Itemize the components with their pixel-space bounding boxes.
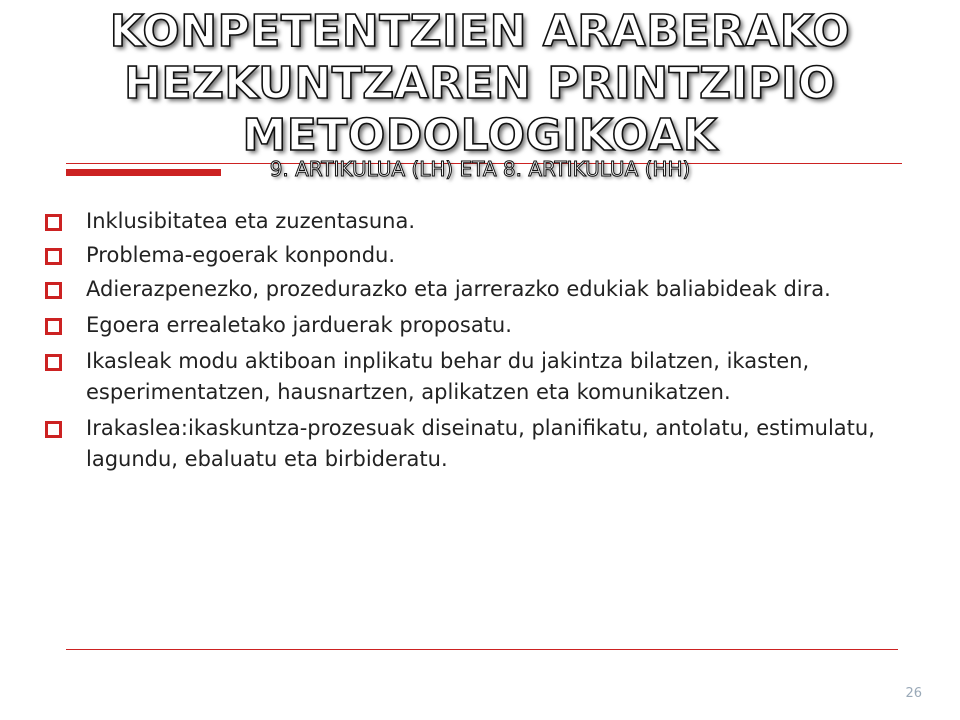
page-number: 26 bbox=[905, 686, 922, 701]
bullet-text: Egoera errealetako jarduerak proposatu. bbox=[86, 313, 512, 337]
hollow-square-icon bbox=[45, 421, 62, 438]
list-item bbox=[40, 240, 940, 271]
hollow-square-icon bbox=[45, 282, 62, 299]
title-line: HEZKUNTZAREN PRINTZIPIO bbox=[124, 58, 836, 109]
bullet-text: Adierazpenezko, prozedurazko eta jarrerazko edukiak baliabideak dira. bbox=[86, 277, 831, 301]
bullet-list bbox=[40, 206, 940, 475]
bullet-text: Ikasleak modu aktiboan inplikatu behar du jakintza bilatzen, ikasten, esperimentatzen, hausnartzen, aplikatzen eta komunikatzen. bbox=[86, 349, 810, 404]
bullet-text: Problema-egoerak konpondu. bbox=[86, 243, 396, 267]
list-item bbox=[40, 274, 940, 305]
bullet-text: Inklusibitatea eta zuzentasuna. bbox=[86, 209, 416, 233]
hollow-square-icon bbox=[45, 318, 62, 335]
hollow-square-icon bbox=[45, 248, 62, 265]
title-line: KONPETENTZIEN ARABERAKO bbox=[109, 6, 851, 57]
list-item bbox=[40, 206, 940, 237]
slide-title bbox=[70, 6, 890, 162]
title-line: METODOLOGIKOAK bbox=[242, 110, 718, 161]
hollow-square-icon bbox=[45, 214, 62, 231]
footer-divider-line bbox=[66, 649, 898, 650]
bullet-text: Irakaslea:ikaskuntza-prozesuak diseinatu, planifikatu, antolatu, estimulatu, lagundu, ebaluatu eta birbideratu. bbox=[86, 416, 875, 471]
list-item bbox=[40, 413, 940, 475]
list-item bbox=[40, 346, 940, 408]
hollow-square-icon bbox=[45, 354, 62, 371]
list-item bbox=[40, 310, 940, 341]
slide-subtitle: 9. ARTIKULUA (LH) ETA 8. ARTIKULUA (HH) bbox=[269, 157, 691, 181]
